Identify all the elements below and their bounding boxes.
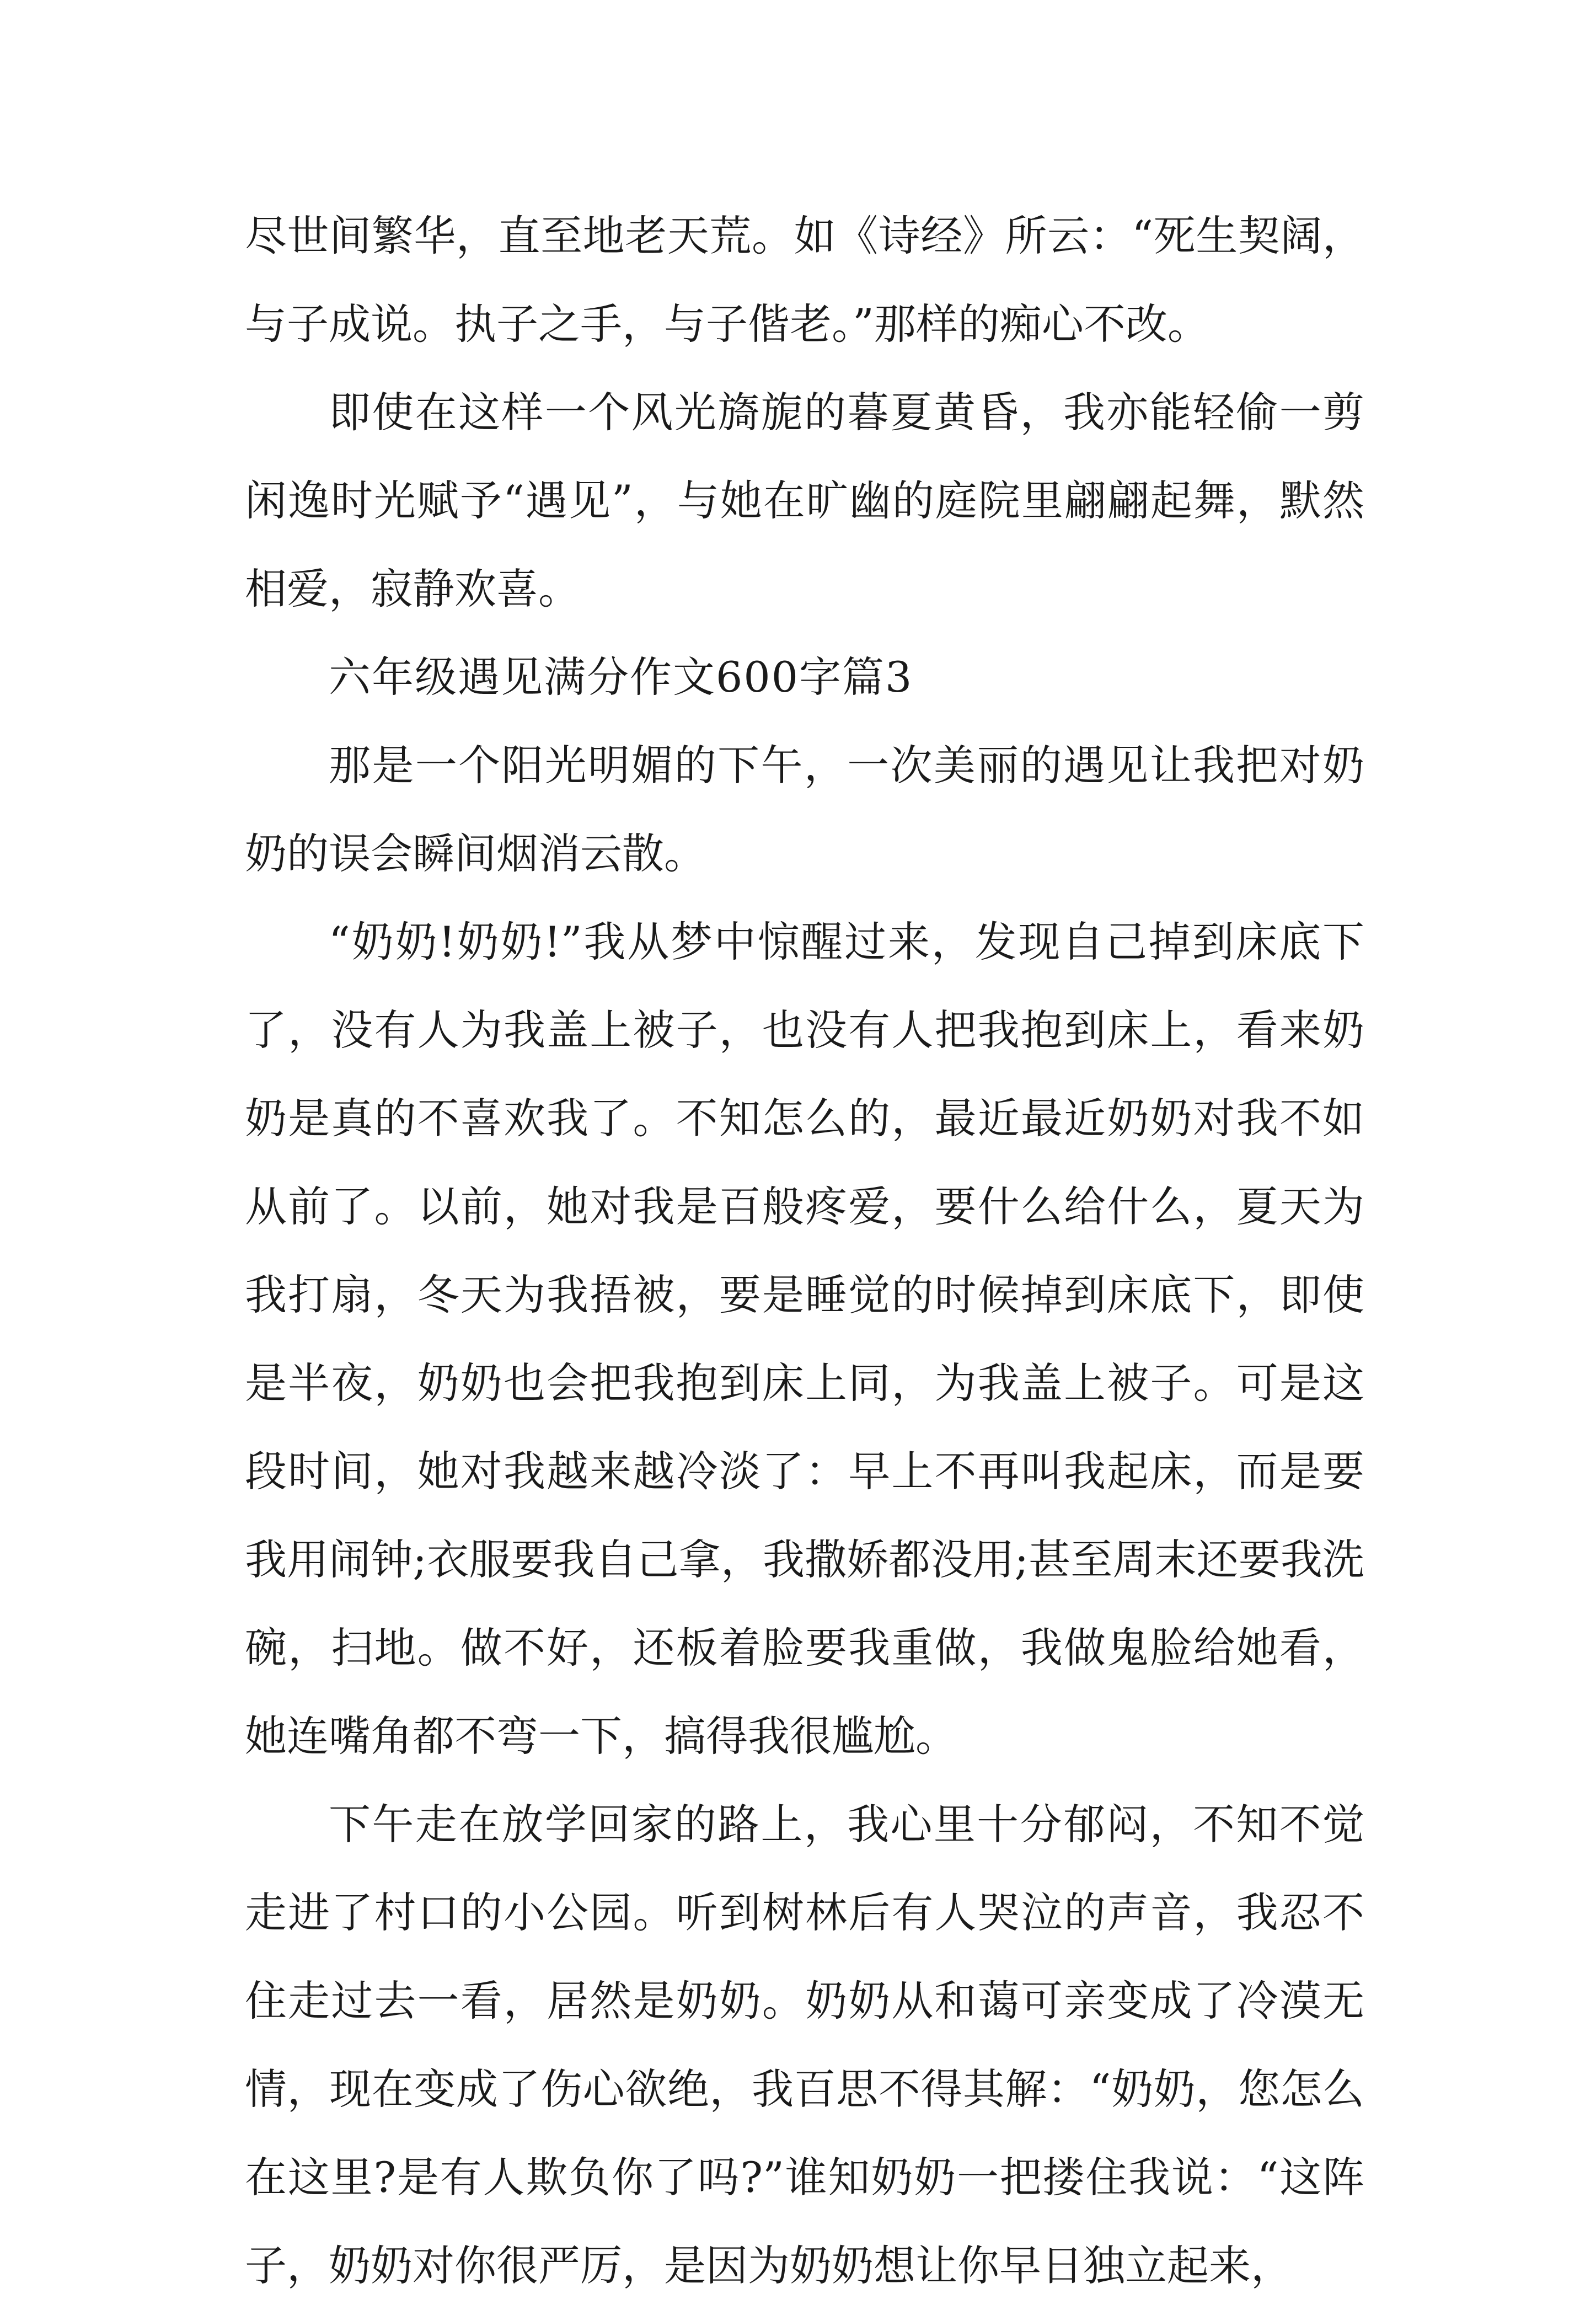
paragraph-park-encounter: 下午走在放学回家的路上，我心里十分郁闷，不知不觉走进了村口的小公园。听到树林后有人哭泣的声音，我忍不住走过去一看，居然是奶奶。奶奶从和蔼可亲变成了冷漠无情，现在变成了伤心欲绝，我百思不得其解：“奶奶，您怎么在这里?是有人欺负你了吗?”谁知奶奶一把搂住我说：“这阵子，奶奶对你很严厉，是因为奶奶想让你早日独立起来， [245,1800,1364,2290]
paragraph-continuation: 尽世间繁华，直至地老天荒。如《诗经》所云：“死生契阔，与子成说。执子之手，与子偕老。”那样的痴心不改。 [245,211,1364,349]
section-heading: 六年级遇见满分作文600字篇3 [329,653,913,702]
paragraph-grandma-cold: “奶奶!奶奶!”我从梦中惊醒过来，发现自己掉到床底下了，没有人为我盖上被子，也没有人把我抱到床上，看来奶奶是真的不喜欢我了。不知怎么的，最近最近奶奶对我不如从前了。以前，她对我是百般疼爱，要什么给什么，夏天为我打扇，冬天为我捂被，要是睡觉的时候掉到床底下，即使是半夜，奶奶也会把我抱到床上同，为我盖上被子。可是这段时间，她对我越来越冷淡了：早上不再叫我起床，而是要我用闹钟;衣服要我自己拿，我撒娇都没用;甚至周末还要我洗碗，扫地。做不好，还板着脸要我重做，我做鬼脸给她看，她连嘴角都不弯一下，搞得我很尴尬。 [245,917,1364,1761]
paragraph-sunny-afternoon: 那是一个阳光明媚的下午，一次美丽的遇见让我把对奶奶的误会瞬间烟消云散。 [245,741,1364,878]
paragraph-twilight-dance: 即使在这样一个风光旖旎的暮夏黄昏，我亦能轻偷一剪闲逸时光赋予“遇见”，与她在旷幽的庭院里翩翩起舞，默然相爱，寂静欢喜。 [245,388,1364,613]
article-body [245,192,1364,2310]
